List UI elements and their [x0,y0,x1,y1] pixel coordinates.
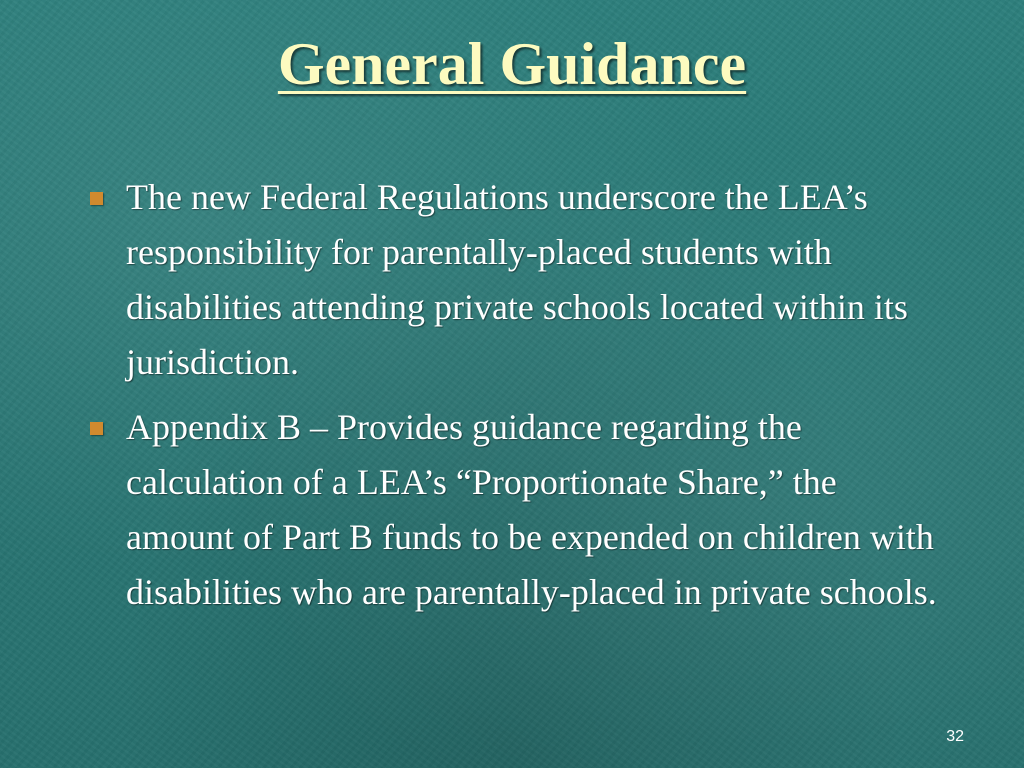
bullet-item [88,400,948,620]
bullet-item [88,170,948,390]
slide-title: General Guidance [277,31,747,97]
bullet-list [88,170,948,630]
bullet-text: Appendix B – Provides guidance regarding the calculation of a LEA’s “Proportionate Share,” the amount of Part B funds to be expended on children with disabilities who are parentally-placed in private schools. [126,407,937,612]
square-bullet-icon [90,422,103,435]
bullet-text: The new Federal Regulations underscore the LEA’s responsibility for parentally-placed students with disabilities attending private schools located within its jurisdiction. [126,177,908,382]
square-bullet-icon [90,192,103,205]
slide-number: 32 [946,728,964,745]
